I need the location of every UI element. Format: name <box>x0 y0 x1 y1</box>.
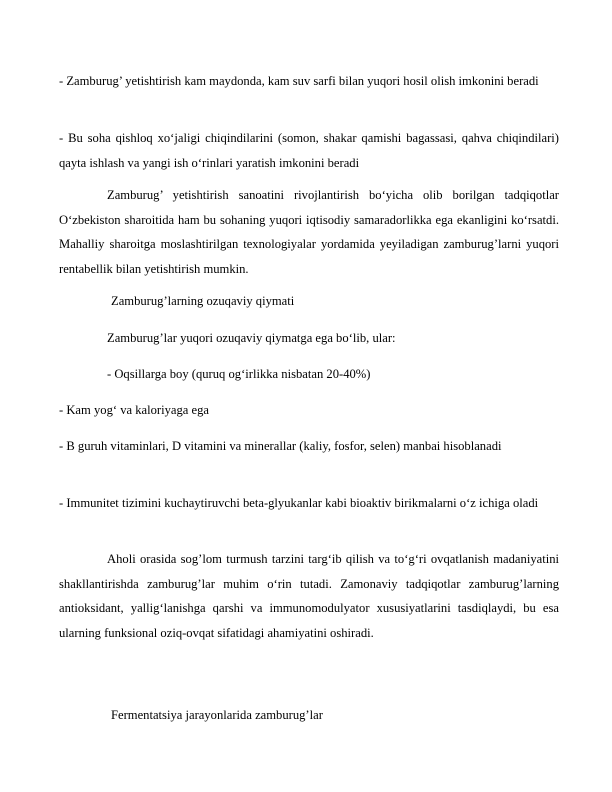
list-item-vitamins: - B guruh vitaminlari, D vitamini va minerallar (kaliy, fosfor, selen) manbai hisoblanadi <box>59 439 502 453</box>
paragraph-nutrition-intro: Zamburug’lar yuqori ozuqaviy qiymatga ega bo‘lib, ular: <box>107 331 396 345</box>
section-heading-fermentation: Fermentatsiya jarayonlarida zamburug’lar <box>111 708 323 722</box>
paragraph-healthy-lifestyle: Aholi orasida sog’lom turmush tarzini targ‘ib qilish va to‘g‘ri ovqatlanish madaniyatini shakllantirishda zamburug’lar muhim o‘rin tutadi. Zamonaviy tadqiqotlar zamburug’larning antioksidant, yallig‘lanishga qarshi va immunomodulyator xususiyatlarini tasdiqlaydi, bu esa ularning funksional oziq-ovqat sifatidagi ahamiyatini oshiradi. <box>59 552 559 640</box>
list-item-bioactive: - Immunitet tizimini kuchaytiruvchi beta-glyukanlar kabi bioaktiv birikmalarni o‘z ichiga oladi <box>59 496 539 510</box>
list-item-protein: - Oqsillarga boy (quruq og‘irlikka nisbatan 20-40%) <box>107 367 371 381</box>
paragraph-waste-recycling: - Bu soha qishloq xo‘jaligi chiqindilarini (somon, shakar qamishi bagassasi, qahva chiqindilari) qayta ishlash va yangi ish o‘rinlari yaratish imkonini beradi <box>59 131 559 170</box>
list-item-low-fat: - Kam yog‘ va kaloriyaga ega <box>59 403 210 417</box>
paragraph-research-uzbekistan: Zamburug’ yetishtirish sanoatini rivojlantirish bo‘yicha olib borilgan tadqiqotlar O‘zbekiston sharoitida ham bu sohaning yuqori iqtisodiy samaradorlikka ega ekanligini ko‘rsatdi. Mahalliy sharoitga moslashtirilgan texnologiyalar yordamida yeyiladigan zamburug’larni yuqori rentabellik bilan yetishtirish mumkin. <box>59 188 559 276</box>
section-heading-nutritional-value: Zamburug’larning ozuqaviy qiymati <box>111 294 295 308</box>
paragraph-low-space-benefit: - Zamburug’ yetishtirish kam maydonda, kam suv sarfi bilan yuqori hosil olish imkonini beradi <box>59 74 539 88</box>
